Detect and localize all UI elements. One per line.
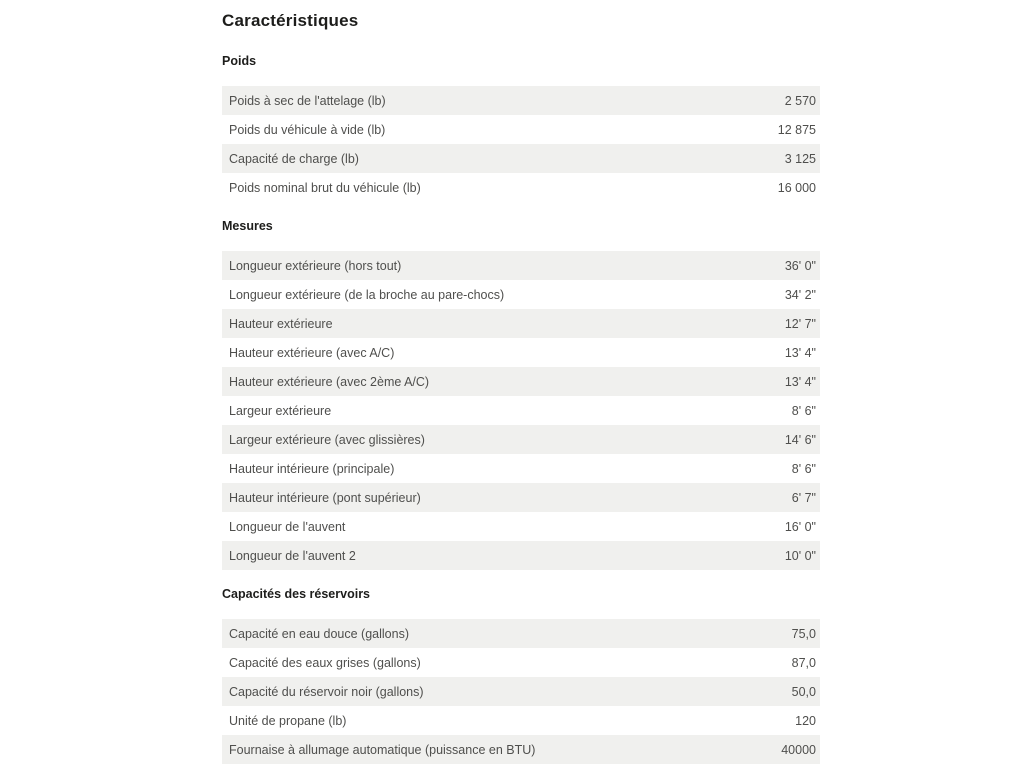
table-row [222,512,820,541]
spec-value: 13' 4" [784,374,816,389]
spec-label: Hauteur extérieure (avec 2ème A/C) [229,374,430,389]
spec-label: Longueur de l'auvent 2 [229,548,356,563]
spec-value: 12' 7" [784,316,816,331]
spec-label: Hauteur intérieure (pont supérieur) [229,490,421,505]
table-row [222,706,820,735]
spec-value: 87,0 [791,655,816,670]
table-row [222,735,820,764]
section-heading-poids: Poids [222,54,257,68]
spec-value: 16 000 [777,180,816,195]
table-row [222,425,820,454]
table-row [222,619,820,648]
spec-value: 3 125 [784,151,816,166]
spec-label: Capacité du réservoir noir (gallons) [229,684,424,699]
spec-label: Largeur extérieure (avec glissières) [229,432,425,447]
spec-value: 13' 4" [784,345,816,360]
specs-content [222,0,820,764]
table-row [222,173,820,202]
table-row [222,541,820,570]
spec-label: Poids nominal brut du véhicule (lb) [229,180,421,195]
spec-value: 34' 2" [784,287,816,302]
spec-value: 6' 7" [791,490,816,505]
spec-table-poids [222,86,820,202]
spec-table-mesures [222,251,820,570]
table-row [222,367,820,396]
spec-value: 40000 [781,742,816,757]
spec-table-capacites [222,619,820,764]
table-row [222,677,820,706]
table-row [222,396,820,425]
spec-label: Capacité des eaux grises (gallons) [229,655,421,670]
spec-value: 8' 6" [791,461,816,476]
section-heading-mesures: Mesures [222,219,273,233]
spec-value: 16' 0" [784,519,816,534]
spec-value: 120 [795,713,816,728]
table-row [222,280,820,309]
spec-value: 14' 6" [784,432,816,447]
spec-value: 10' 0" [784,548,816,563]
spec-value: 2 570 [784,93,816,108]
spec-label: Largeur extérieure [229,403,332,418]
spec-label: Longueur de l'auvent [229,519,346,534]
table-row [222,86,820,115]
spec-value: 36' 0" [784,258,816,273]
spec-value: 75,0 [791,626,816,641]
table-row [222,454,820,483]
table-row [222,251,820,280]
spec-label: Poids à sec de l'attelage (lb) [229,93,386,108]
table-row [222,483,820,512]
spec-label: Hauteur extérieure (avec A/C) [229,345,395,360]
table-row [222,648,820,677]
spec-label: Longueur extérieure (hors tout) [229,258,402,273]
spec-label: Longueur extérieure (de la broche au pare-chocs) [229,287,505,302]
spec-value: 12 875 [777,122,816,137]
spec-label: Hauteur extérieure [229,316,333,331]
spec-label: Hauteur intérieure (principale) [229,461,395,476]
table-row [222,338,820,367]
table-row [222,144,820,173]
spec-value: 8' 6" [791,403,816,418]
section-poids [222,53,820,202]
table-row [222,309,820,338]
page-title: Caractéristiques [222,11,359,30]
spec-label: Fournaise à allumage automatique (puissance en BTU) [229,742,536,757]
spec-label: Unité de propane (lb) [229,713,347,728]
section-mesures [222,218,820,570]
spec-label: Capacité de charge (lb) [229,151,359,166]
spec-label: Poids du véhicule à vide (lb) [229,122,386,137]
section-capacites-reservoirs [222,586,820,764]
table-row [222,115,820,144]
section-heading-capacites: Capacités des réservoirs [222,587,371,601]
spec-label: Capacité en eau douce (gallons) [229,626,409,641]
spec-value: 50,0 [791,684,816,699]
